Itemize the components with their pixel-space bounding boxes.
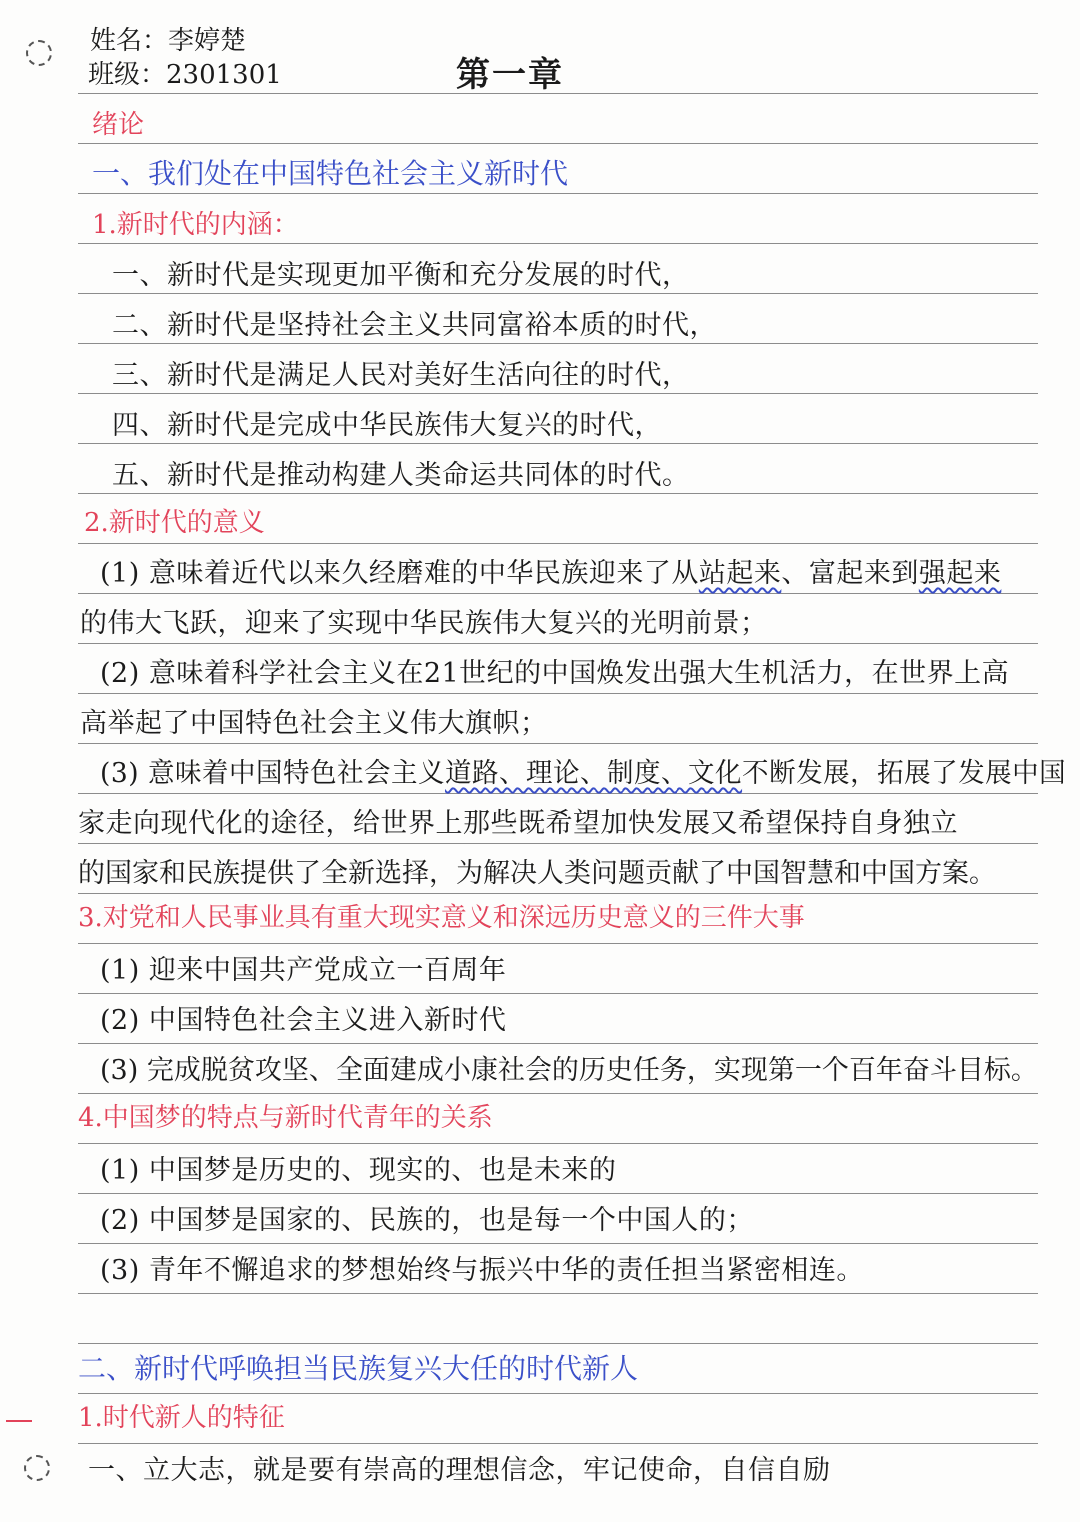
section-4-heading: 4.中国梦的特点与新时代青年的关系 (78, 1103, 493, 1133)
list-item: 四、新时代是完成中华民族伟大复兴的时代， (112, 410, 662, 441)
list-item: (1) 中国梦是历史的、现实的、也是未来的 (100, 1155, 617, 1186)
part2-section-1-heading: 1.时代新人的特征 (78, 1403, 285, 1433)
ruled-line (78, 1193, 1038, 1194)
ruled-line (78, 443, 1038, 444)
list-item: (3) 完成脱贫攻坚、全面建成小康社会的历史任务，实现第一个百年奋斗目标。 (100, 1055, 1038, 1086)
ruled-line (78, 493, 1038, 494)
ruled-line (78, 393, 1038, 394)
list-item: (1) 迎来中国共产党成立一百周年 (100, 955, 507, 986)
ruled-line (78, 1343, 1038, 1344)
paragraph-line: 家走向现代化的途径，给世界上那些既希望加快发展又希望保持自身独立 (78, 808, 958, 839)
list-item: 一、立大志，就是要有崇高的理想信念，牢记使命，自信自励 (88, 1455, 831, 1486)
ruled-line (78, 1393, 1038, 1394)
underlined-phrase: 站起来 (698, 558, 782, 589)
ruled-line (78, 1043, 1038, 1044)
ruled-line (78, 543, 1038, 544)
list-item: (2) 中国梦是国家的、民族的，也是每一个中国人的； (100, 1205, 754, 1236)
part2-heading: 二、新时代呼唤担当民族复兴大任的时代新人 (78, 1352, 639, 1385)
section-2-heading: 2.新时代的意义 (84, 508, 265, 538)
paragraph-line: 高举起了中国特色社会主义伟大旗帜； (80, 708, 548, 739)
paragraph-line (100, 560, 1001, 587)
underlined-phrase: 道路、理论、制度、文化 (445, 758, 743, 789)
text-span: (3) 意味着中国特色社会主义 (100, 758, 446, 789)
section-3-heading: 3.对党和人民事业具有重大现实意义和深远历史意义的三件大事 (78, 903, 805, 933)
ruled-line (78, 143, 1038, 144)
list-item: (2) 中国特色社会主义进入新时代 (100, 1005, 507, 1036)
binder-hole-icon (26, 40, 52, 66)
ruled-line (78, 243, 1038, 244)
ruled-line (78, 1293, 1038, 1294)
ruled-line (78, 1143, 1038, 1144)
ruled-line (78, 343, 1038, 344)
list-item: 三、新时代是满足人民对美好生活向往的时代， (112, 360, 690, 391)
text-span: 、富起来到 (781, 558, 919, 589)
ruled-line (78, 693, 1038, 694)
list-item: 二、新时代是坚持社会主义共同富裕本质的时代， (112, 310, 717, 341)
ruled-line (78, 893, 1038, 894)
ruled-line (78, 943, 1038, 944)
red-margin-mark-icon (6, 1420, 32, 1422)
ruled-line (78, 1243, 1038, 1244)
part1-heading: 一、我们处在中国特色社会主义新时代 (92, 157, 569, 190)
ruled-line (78, 843, 1038, 844)
list-item: (3) 青年不懈追求的梦想始终与振兴中华的责任担当紧密相连。 (100, 1255, 864, 1286)
ruled-line (78, 793, 1038, 794)
paragraph-line: (2) 意味着科学社会主义在21世纪的中国焕发出强大生机活力，在世界上高 (100, 658, 1010, 689)
student-class: 班级：2301301 (88, 60, 282, 90)
underlined-phrase: 强起来 (918, 558, 1002, 589)
ruled-line (78, 293, 1038, 294)
binder-hole-icon (24, 1455, 50, 1481)
ruled-line (78, 593, 1038, 594)
text-span: (1) 意味着近代以来久经磨难的中华民族迎来了从 (100, 558, 699, 589)
ruled-line (78, 1443, 1038, 1444)
text-span: 不断发展，拓展了发展中国 (742, 758, 1067, 789)
ruled-line (78, 993, 1038, 994)
list-item: 五、新时代是推动构建人类命运共同体的时代。 (112, 460, 690, 491)
ruled-line (78, 193, 1038, 194)
ruled-line (78, 1093, 1038, 1094)
section-1-heading: 1.新时代的内涵： (92, 210, 299, 240)
student-name: 姓名：李婷楚 (90, 26, 247, 56)
intro-heading: 绪论 (92, 110, 145, 140)
ruled-line (78, 643, 1038, 644)
paragraph-line (100, 760, 1066, 787)
chapter-title: 第一章 (456, 55, 564, 95)
list-item: 一、新时代是实现更加平衡和充分发展的时代， (112, 260, 690, 291)
paragraph-line: 的伟大飞跃，迎来了实现中华民族伟大复兴的光明前景； (80, 608, 768, 639)
ruled-line (78, 743, 1038, 744)
paragraph-line: 的国家和民族提供了全新选择，为解决人类问题贡献了中国智慧和中国方案。 (78, 858, 996, 889)
